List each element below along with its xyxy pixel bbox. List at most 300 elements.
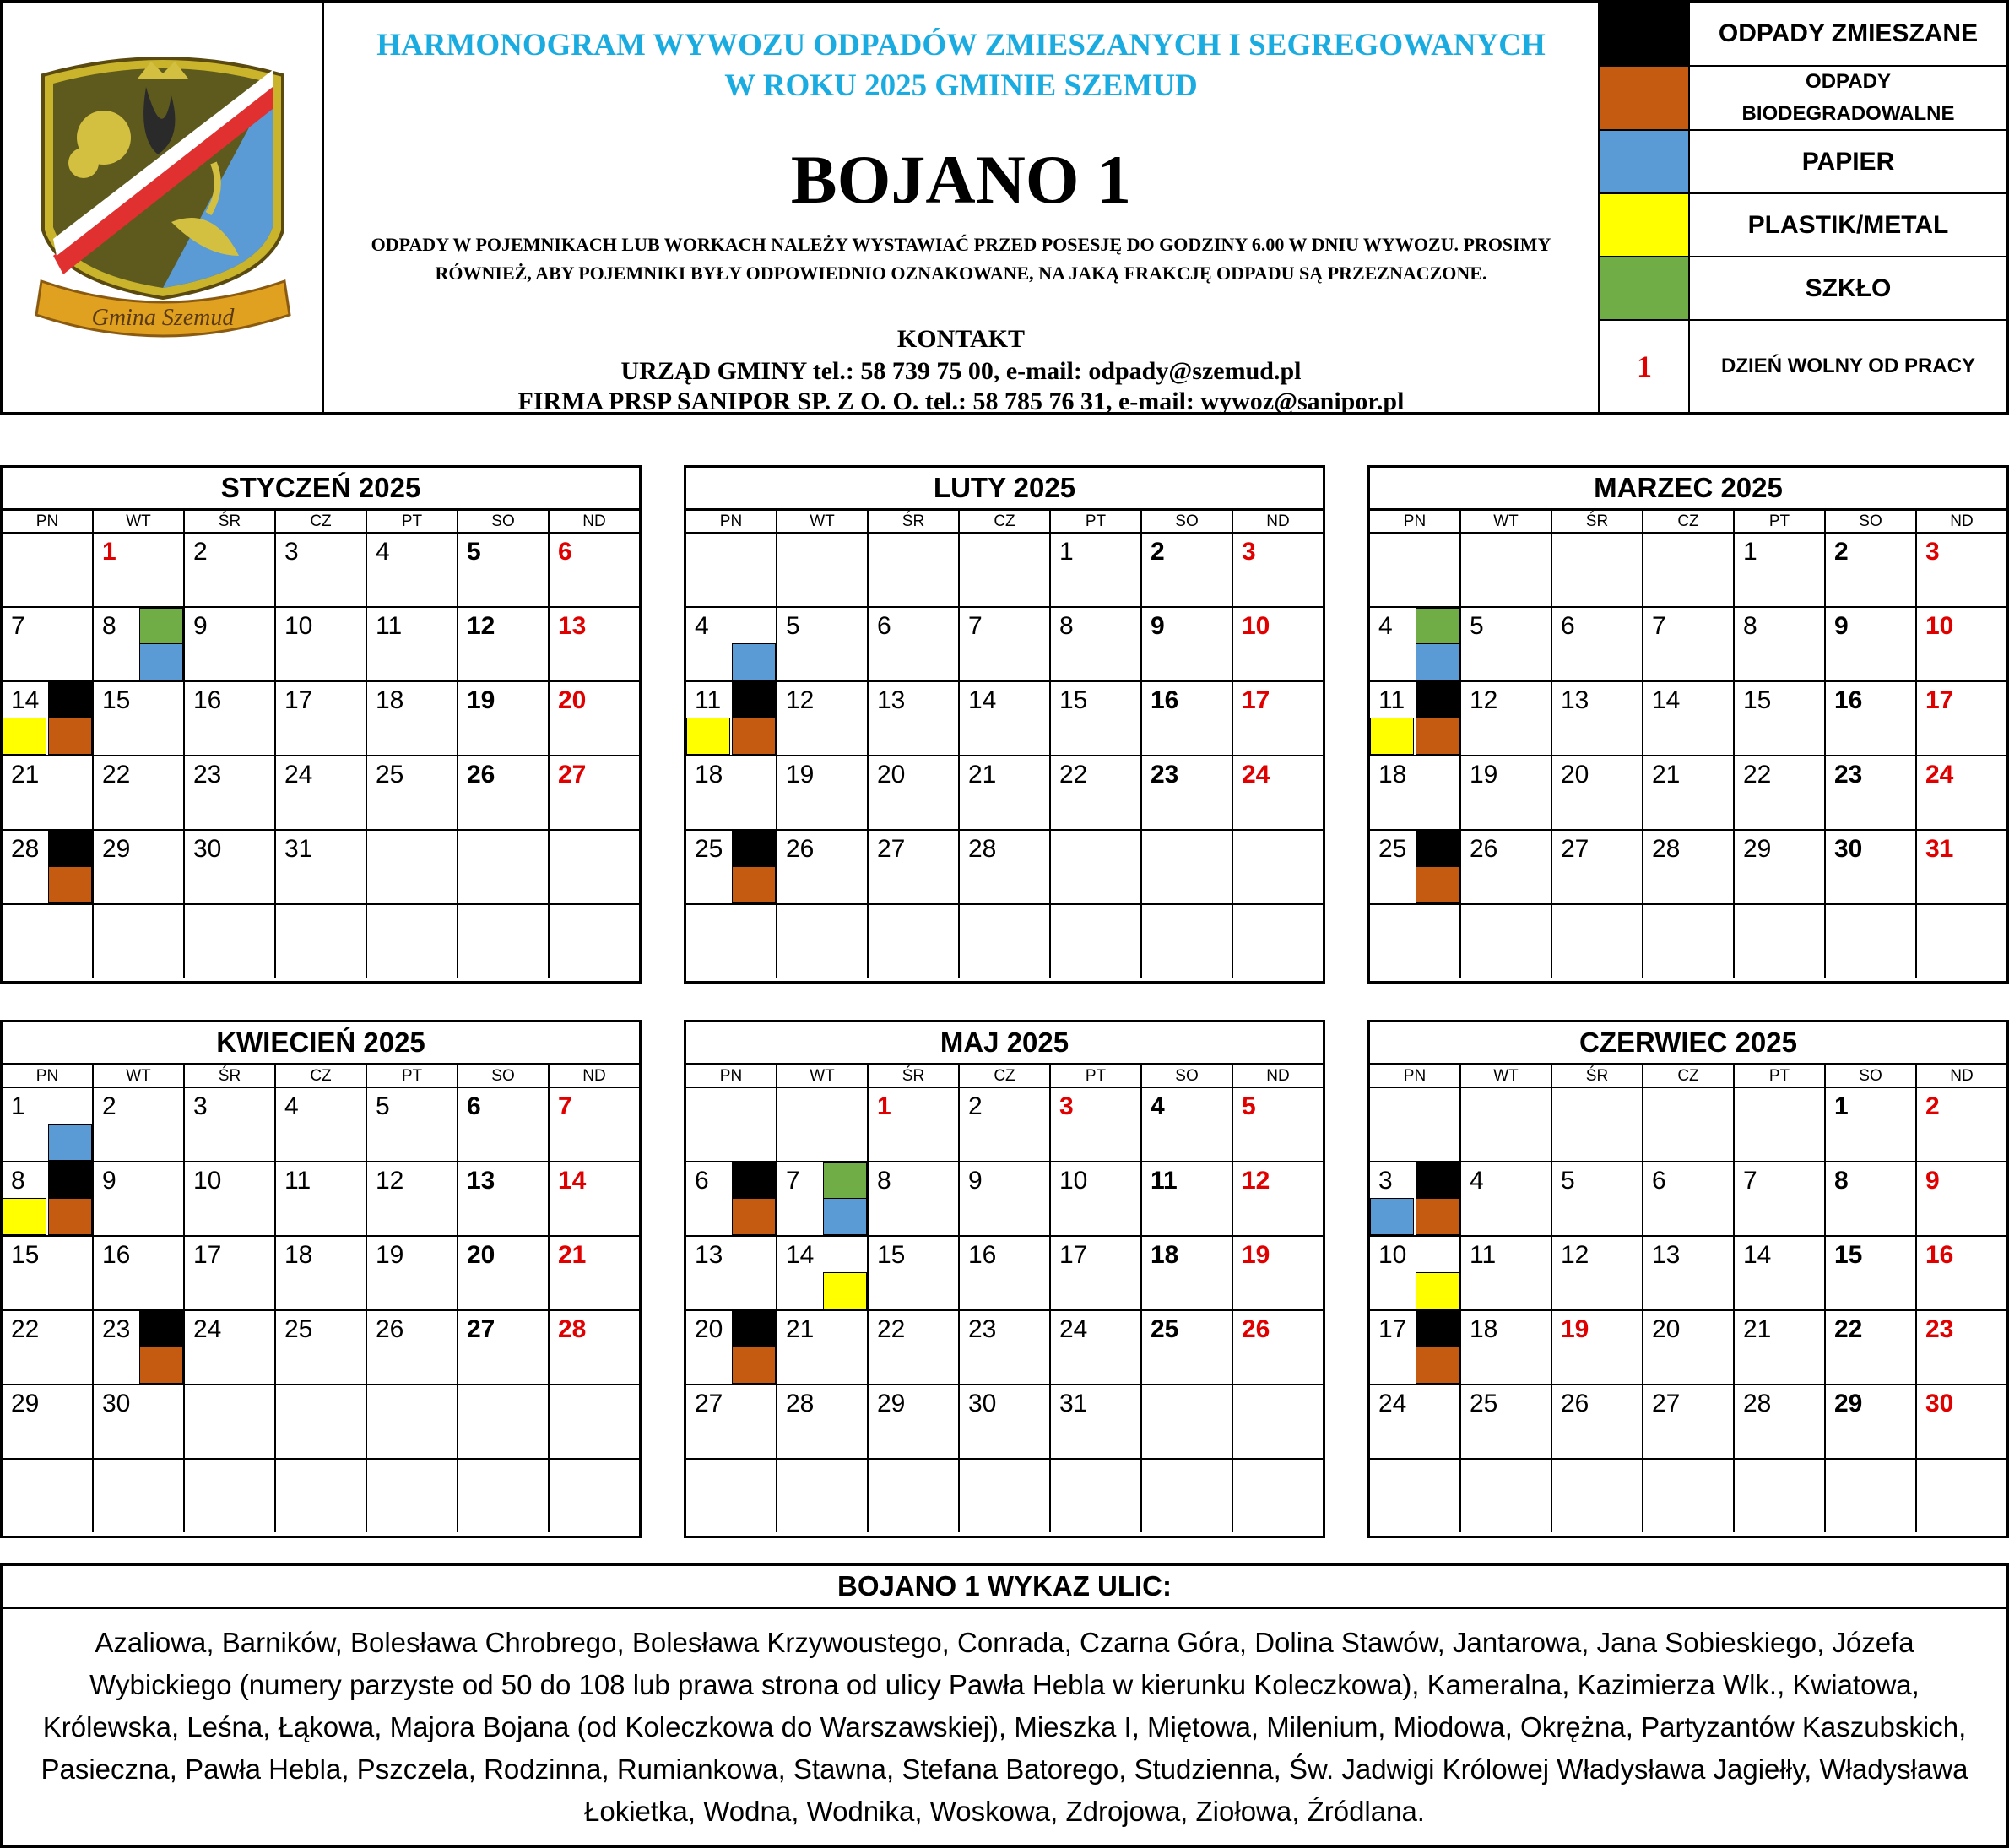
- day-cell: [1826, 1309, 1917, 1384]
- day-number: 28: [968, 835, 997, 863]
- collection-marker-paper: [732, 643, 776, 680]
- day-cell: [686, 755, 777, 829]
- day-cell: [185, 1235, 276, 1309]
- day-cell: [1370, 1235, 1461, 1309]
- day-cell: [1826, 1087, 1917, 1161]
- day-cell: [1051, 1458, 1142, 1532]
- day-number: 3: [1059, 1092, 1074, 1120]
- day-cell: [960, 532, 1051, 606]
- day-cell: [1917, 1309, 2006, 1384]
- weekday-header: ŚR: [1552, 1065, 1643, 1087]
- day-cell: [94, 606, 185, 680]
- day-cell: [686, 1309, 777, 1384]
- day-cell: [686, 829, 777, 903]
- day-cell: [1142, 1161, 1233, 1235]
- day-cell: [185, 680, 276, 755]
- day-number: 10: [1378, 1241, 1407, 1269]
- day-number: 28: [11, 835, 40, 863]
- day-cell: [1735, 1235, 1826, 1309]
- day-number: 5: [376, 1092, 390, 1120]
- weekday-header: PN: [1370, 511, 1461, 532]
- day-cell: [1735, 1309, 1826, 1384]
- day-number: 12: [467, 612, 495, 640]
- day-cell: [1826, 1458, 1917, 1532]
- day-cell: [1461, 532, 1552, 606]
- day-cell: [3, 903, 94, 978]
- day-number: 15: [102, 686, 131, 714]
- day-cell: [1917, 1235, 2006, 1309]
- day-cell: [686, 1087, 777, 1161]
- day-number: 14: [11, 686, 40, 714]
- weekday-header: CZ: [960, 1065, 1051, 1087]
- day-cell: [1552, 829, 1643, 903]
- day-cell: [869, 1458, 960, 1532]
- day-number: 8: [1059, 612, 1074, 640]
- day-cell: [1643, 532, 1735, 606]
- day-cell: [777, 606, 869, 680]
- day-cell: [276, 1087, 367, 1161]
- day-cell: [1735, 903, 1826, 978]
- day-cell: [1826, 755, 1917, 829]
- day-number: 12: [1242, 1167, 1270, 1195]
- day-number: 30: [1925, 1390, 1954, 1417]
- day-cell: [3, 829, 94, 903]
- day-cell: [185, 532, 276, 606]
- day-cell: [276, 1384, 367, 1458]
- day-cell: [869, 1235, 960, 1309]
- day-number: 10: [1059, 1167, 1088, 1195]
- day-cell: [94, 755, 185, 829]
- day-number: 6: [467, 1092, 481, 1120]
- day-number: 23: [1834, 761, 1863, 789]
- day-cell: [1552, 1458, 1643, 1532]
- day-cell: [3, 1161, 94, 1235]
- day-cell: [458, 1087, 550, 1161]
- day-number: 11: [1378, 686, 1405, 714]
- collection-marker-bio: [1416, 1347, 1459, 1384]
- day-number: 13: [467, 1167, 495, 1195]
- legend-item-paper: [1600, 131, 2006, 194]
- day-number: 27: [695, 1390, 723, 1417]
- day-cell: [1552, 680, 1643, 755]
- day-cell: [3, 606, 94, 680]
- collection-marker-plastic: [1416, 1272, 1459, 1309]
- day-cell: [1461, 1458, 1552, 1532]
- day-number: 19: [1242, 1241, 1270, 1269]
- day-cell: [367, 829, 458, 903]
- month-title: CZERWIEC 2025: [1370, 1022, 2006, 1065]
- day-number: 13: [695, 1241, 723, 1269]
- day-number: 22: [102, 761, 131, 789]
- day-number: 7: [1652, 612, 1666, 640]
- weekday-header: PT: [367, 511, 458, 532]
- day-cell: [1370, 829, 1461, 903]
- day-cell: [458, 1458, 550, 1532]
- weekday-header: SO: [1142, 1065, 1233, 1087]
- day-cell: [1370, 1161, 1461, 1235]
- day-cell: [1461, 680, 1552, 755]
- day-cell: [1461, 829, 1552, 903]
- day-cell: [3, 1087, 94, 1161]
- day-cell: [1233, 1384, 1323, 1458]
- collection-marker-mixed: [48, 682, 92, 719]
- contact-company: FIRMA PRSP SANIPOR SP. Z O. O. tel.: 58 785 76 31, e-mail: wywoz@sanipor.pl: [517, 387, 1405, 415]
- day-number: 9: [1151, 612, 1165, 640]
- day-cell: [777, 1458, 869, 1532]
- day-number: 24: [1925, 761, 1954, 789]
- month-calendar: [1367, 1020, 2009, 1538]
- day-cell: [777, 1161, 869, 1235]
- day-cell: [367, 1458, 458, 1532]
- day-cell: [1917, 1161, 2006, 1235]
- day-number: 15: [877, 1241, 906, 1269]
- day-number: 7: [786, 1167, 800, 1195]
- day-cell: [869, 1161, 960, 1235]
- collection-marker-paper: [1370, 1198, 1414, 1235]
- day-number: 25: [284, 1315, 313, 1343]
- day-cell: [777, 903, 869, 978]
- day-cell: [1051, 829, 1142, 903]
- weekday-header: WT: [94, 511, 185, 532]
- day-number: 4: [695, 612, 709, 640]
- day-cell: [960, 755, 1051, 829]
- weekday-header: WT: [777, 1065, 869, 1087]
- collection-marker-paper: [139, 643, 183, 680]
- day-cell: [1370, 1087, 1461, 1161]
- day-number: 21: [968, 761, 997, 789]
- day-number: 21: [1743, 1315, 1772, 1343]
- day-cell: [1142, 755, 1233, 829]
- day-cell: [367, 532, 458, 606]
- day-cell: [458, 903, 550, 978]
- day-number: 2: [1834, 538, 1849, 566]
- day-cell: [1643, 829, 1735, 903]
- day-number: 19: [376, 1241, 404, 1269]
- day-cell: [1643, 1235, 1735, 1309]
- day-cell: [1370, 680, 1461, 755]
- legend-item-bio: [1600, 67, 2006, 131]
- day-cell: [94, 1384, 185, 1458]
- day-cell: [550, 1235, 639, 1309]
- day-cell: [1142, 532, 1233, 606]
- weekday-header: ND: [582, 512, 606, 530]
- day-number: 20: [695, 1315, 723, 1343]
- day-number: 18: [695, 761, 723, 789]
- day-number: 1: [11, 1092, 25, 1120]
- day-cell: [777, 1087, 869, 1161]
- day-cell: [94, 903, 185, 978]
- day-number: 6: [558, 538, 572, 566]
- day-cell: [960, 1087, 1051, 1161]
- day-number: 14: [786, 1241, 815, 1269]
- legend-label-bio: ODPADY BIODEGRADOWALNE: [1741, 70, 1955, 125]
- weekday-header: ŚR: [185, 1065, 276, 1087]
- day-cell: [276, 606, 367, 680]
- collection-marker-bio: [732, 866, 776, 903]
- day-cell: [1826, 829, 1917, 903]
- day-cell: [367, 1384, 458, 1458]
- collection-marker-glass: [823, 1162, 867, 1200]
- gmina-szemud-logo: [3, 3, 322, 412]
- day-cell: [686, 1458, 777, 1532]
- day-number: 2: [1151, 538, 1165, 566]
- day-number: 22: [877, 1315, 906, 1343]
- day-number: 3: [1242, 538, 1256, 566]
- day-number: 13: [558, 612, 587, 640]
- day-number: 22: [1059, 761, 1088, 789]
- day-cell: [1142, 1384, 1233, 1458]
- title-box: [324, 3, 1600, 415]
- day-cell: [1917, 680, 2006, 755]
- day-cell: [1051, 1309, 1142, 1384]
- day-cell: [1233, 1309, 1323, 1384]
- day-number: 23: [193, 761, 222, 789]
- day-cell: [1735, 606, 1826, 680]
- month-calendar: [1367, 465, 2009, 984]
- legend-swatch-bio: [1600, 67, 1690, 129]
- day-cell: [686, 680, 777, 755]
- day-cell: [1917, 1384, 2006, 1458]
- day-cell: [869, 680, 960, 755]
- day-number: 6: [1561, 612, 1575, 640]
- day-cell: [276, 1309, 367, 1384]
- weekday-header: PT: [1735, 511, 1826, 532]
- day-number: 26: [786, 835, 815, 863]
- day-number: 22: [1743, 761, 1772, 789]
- day-number: 16: [1925, 1241, 1954, 1269]
- weekday-header: ND: [1266, 1067, 1290, 1085]
- day-number: 4: [1378, 612, 1393, 640]
- day-number: 29: [1743, 835, 1772, 863]
- day-cell: [458, 1161, 550, 1235]
- collection-marker-plastic: [823, 1272, 867, 1309]
- day-cell: [367, 755, 458, 829]
- day-cell: [185, 1309, 276, 1384]
- day-cell: [1142, 829, 1233, 903]
- contact-office: URZĄD GMINY tel.: 58 739 75 00, e-mail: odpady@szemud.pl: [620, 357, 1302, 385]
- day-cell: [1370, 1309, 1461, 1384]
- day-number: 13: [1652, 1241, 1681, 1269]
- day-cell: [94, 1458, 185, 1532]
- streets-list: Azaliowa, Barników, Bolesława Chrobrego, Bolesława Krzywoustego, Conrada, Czarna Góra, Dolina Stawów, Jantarowa, Jana Sobieskiego, Józefa Wybickiego (numery parzyste od 50 do 108 lub prawa strona od ulicy Pawła Hebla w kierunku Koleczkowa), Kameralna, Kazimierza Wlk., Kwiatowa, Królewska, Leśna, Łąkowa, Majora Bojana (od Koleczkowa do Warszawskiej), Mieszka I, Miętowa, Milenium, Miodowa, Okrężna, Partyzantów Kaszubskich, Pasieczna, Pawła Hebla, Pszczela, Rodzinna, Rumiankowa, Stawna, Stefana Batorego, Studzienna, Św. Jadwigi Królowej Władysława Jagiełły, Władysława Łokietka, Wodna, Wodnika, Woskowa, Zdrojowa, Ziołowa, Źródlana.: [41, 1627, 1968, 1827]
- day-cell: [1917, 1087, 2006, 1161]
- day-cell: [1552, 1087, 1643, 1161]
- day-number: 16: [102, 1241, 131, 1269]
- day-cell: [960, 1458, 1051, 1532]
- collection-marker-bio: [732, 1198, 776, 1235]
- day-number: 27: [1561, 835, 1589, 863]
- collection-marker-bio: [1416, 718, 1459, 755]
- day-number: 29: [102, 835, 131, 863]
- day-number: 6: [695, 1167, 709, 1195]
- day-number: 16: [1151, 686, 1179, 714]
- day-cell: [367, 1235, 458, 1309]
- day-cell: [3, 1309, 94, 1384]
- weekday-header: PN: [3, 511, 94, 532]
- day-number: 15: [1059, 686, 1088, 714]
- legend-label-paper: PAPIER: [1801, 147, 1895, 176]
- day-number: 21: [558, 1241, 587, 1269]
- legend-swatch-paper: [1600, 131, 1690, 192]
- day-number: 11: [695, 686, 722, 714]
- day-number: 5: [467, 538, 481, 566]
- day-cell: [1051, 1161, 1142, 1235]
- day-number: 23: [968, 1315, 997, 1343]
- day-cell: [94, 680, 185, 755]
- day-number: 28: [1652, 835, 1681, 863]
- day-cell: [550, 903, 639, 978]
- day-number: 15: [11, 1241, 40, 1269]
- day-number: 2: [968, 1092, 983, 1120]
- day-cell: [94, 1309, 185, 1384]
- day-number: 22: [1834, 1315, 1863, 1343]
- day-number: 19: [786, 761, 815, 789]
- day-cell: [1643, 755, 1735, 829]
- header: [0, 0, 2009, 415]
- day-number: 1: [1743, 538, 1757, 566]
- day-cell: [1233, 829, 1323, 903]
- day-number: 6: [1652, 1167, 1666, 1195]
- weekday-header: PN: [686, 511, 777, 532]
- day-cell: [1142, 1309, 1233, 1384]
- day-cell: [276, 829, 367, 903]
- day-cell: [1735, 755, 1826, 829]
- weekday-header: PN: [3, 1065, 94, 1087]
- day-number: 19: [1470, 761, 1498, 789]
- day-cell: [1643, 1458, 1735, 1532]
- day-cell: [1735, 829, 1826, 903]
- day-cell: [185, 903, 276, 978]
- day-number: 5: [1470, 612, 1484, 640]
- collection-marker-plastic: [686, 718, 730, 755]
- day-cell: [1142, 1458, 1233, 1532]
- day-number: 25: [376, 761, 404, 789]
- day-cell: [869, 1384, 960, 1458]
- day-number: 18: [284, 1241, 313, 1269]
- day-cell: [1917, 903, 2006, 978]
- day-cell: [185, 1384, 276, 1458]
- day-cell: [869, 829, 960, 903]
- collection-marker-mixed: [1416, 1311, 1459, 1348]
- day-cell: [1735, 1458, 1826, 1532]
- day-number: 29: [1834, 1390, 1863, 1417]
- day-cell: [1051, 606, 1142, 680]
- day-number: 25: [695, 835, 723, 863]
- weekday-header: CZ: [276, 1065, 367, 1087]
- day-cell: [1735, 1384, 1826, 1458]
- day-number: 11: [284, 1167, 311, 1195]
- day-number: 7: [11, 612, 25, 640]
- day-number: 23: [1151, 761, 1179, 789]
- month-calendar: [684, 1020, 1325, 1538]
- day-number: 24: [1378, 1390, 1407, 1417]
- day-cell: [1233, 606, 1323, 680]
- day-cell: [185, 1161, 276, 1235]
- weekday-header: PT: [1051, 511, 1142, 532]
- day-cell: [960, 1309, 1051, 1384]
- day-cell: [367, 680, 458, 755]
- weekday-header: SO: [458, 511, 550, 532]
- day-cell: [1826, 1384, 1917, 1458]
- day-cell: [1233, 1161, 1323, 1235]
- legend-label-holiday: DZIEŃ WOLNY OD PRACY: [1721, 355, 1975, 377]
- day-cell: [1051, 532, 1142, 606]
- day-cell: [367, 1309, 458, 1384]
- day-number: 22: [11, 1315, 40, 1343]
- day-number: 20: [467, 1241, 495, 1269]
- day-cell: [1370, 903, 1461, 978]
- day-number: 2: [1925, 1092, 1940, 1120]
- day-cell: [869, 606, 960, 680]
- day-cell: [94, 1161, 185, 1235]
- day-cell: [1233, 1087, 1323, 1161]
- weekday-header: CZ: [1643, 511, 1735, 532]
- day-cell: [1643, 1309, 1735, 1384]
- day-cell: [3, 1458, 94, 1532]
- day-cell: [1917, 1458, 2006, 1532]
- day-number: 21: [1652, 761, 1681, 789]
- svg-text:Gmina Szemud: Gmina Szemud: [91, 305, 235, 331]
- month-title: MARZEC 2025: [1370, 468, 2006, 511]
- day-number: 24: [1059, 1315, 1088, 1343]
- day-cell: [1370, 1384, 1461, 1458]
- day-cell: [458, 829, 550, 903]
- month-calendar: [0, 465, 642, 984]
- day-cell: [1051, 680, 1142, 755]
- collection-marker-bio: [48, 1198, 92, 1235]
- day-cell: [1233, 1235, 1323, 1309]
- day-cell: [1370, 1458, 1461, 1532]
- day-number: 15: [1743, 686, 1772, 714]
- collection-marker-bio: [732, 1347, 776, 1384]
- day-number: 3: [1925, 538, 1940, 566]
- day-cell: [276, 755, 367, 829]
- collection-marker-mixed: [732, 682, 776, 719]
- day-cell: [1552, 1384, 1643, 1458]
- day-number: 7: [558, 1092, 572, 1120]
- weekday-header: ŚR: [869, 511, 960, 532]
- day-number: 4: [1151, 1092, 1165, 1120]
- weekday-header: ŚR: [1552, 511, 1643, 532]
- day-cell: [276, 1235, 367, 1309]
- day-cell: [1552, 1309, 1643, 1384]
- month-title: STYCZEŃ 2025: [3, 468, 639, 511]
- day-cell: [686, 532, 777, 606]
- day-number: 10: [193, 1167, 222, 1195]
- day-cell: [1826, 680, 1917, 755]
- day-number: 21: [786, 1315, 815, 1343]
- day-number: 12: [1470, 686, 1498, 714]
- day-cell: [367, 1087, 458, 1161]
- day-cell: [777, 1235, 869, 1309]
- day-number: 16: [1834, 686, 1863, 714]
- day-cell: [1917, 829, 2006, 903]
- day-cell: [1461, 1087, 1552, 1161]
- weekday-header: ND: [1266, 512, 1290, 530]
- day-cell: [960, 1235, 1051, 1309]
- day-number: 8: [1743, 612, 1757, 640]
- day-number: 25: [1378, 835, 1407, 863]
- day-cell: [1735, 532, 1826, 606]
- collection-marker-mixed: [732, 1162, 776, 1200]
- day-number: 4: [376, 538, 390, 566]
- day-cell: [1233, 532, 1323, 606]
- day-cell: [3, 1235, 94, 1309]
- legend-label-mixed: ODPADY ZMIESZANE: [1718, 19, 1979, 47]
- day-number: 30: [193, 835, 222, 863]
- day-number: 10: [1242, 612, 1270, 640]
- day-cell: [1461, 1161, 1552, 1235]
